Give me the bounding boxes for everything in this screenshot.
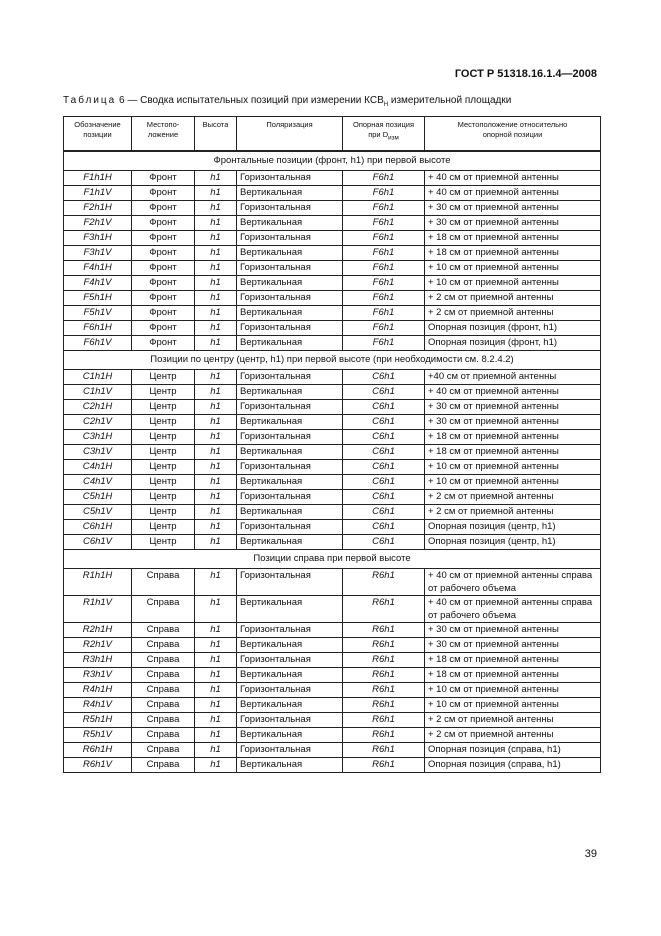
position-polarization: Вертикальная xyxy=(237,505,343,520)
position-designation: F1h1V xyxy=(64,186,132,201)
position-location: Фронт xyxy=(132,216,195,231)
position-polarization: Горизонтальная xyxy=(237,321,343,336)
position-height: h1 xyxy=(195,306,237,321)
position-height: h1 xyxy=(195,638,237,653)
position-designation: F5h1V xyxy=(64,306,132,321)
position-offset: + 10 см от приемной антенны xyxy=(425,460,601,475)
position-reference: C6h1 xyxy=(343,400,425,415)
position-polarization: Горизонтальная xyxy=(237,743,343,758)
position-height: h1 xyxy=(195,445,237,460)
position-location: Справа xyxy=(132,743,195,758)
position-height: h1 xyxy=(195,370,237,385)
table-row xyxy=(64,385,601,400)
position-height: h1 xyxy=(195,216,237,231)
position-designation: R6h1H xyxy=(64,743,132,758)
position-designation: R1h1H xyxy=(64,569,132,596)
table-row xyxy=(64,596,601,623)
position-reference: F6h1 xyxy=(343,291,425,306)
position-polarization: Горизонтальная xyxy=(237,623,343,638)
position-reference: F6h1 xyxy=(343,321,425,336)
table-row xyxy=(64,713,601,728)
position-reference: C6h1 xyxy=(343,415,425,430)
position-designation: C5h1H xyxy=(64,490,132,505)
position-designation: C6h1V xyxy=(64,535,132,550)
position-offset: + 30 см от приемной антенны xyxy=(425,638,601,653)
position-offset: + 18 см от приемной антенны xyxy=(425,668,601,683)
position-reference: C6h1 xyxy=(343,475,425,490)
position-location: Фронт xyxy=(132,171,195,186)
position-offset: + 18 см от приемной антенны xyxy=(425,653,601,668)
table-row xyxy=(64,490,601,505)
position-polarization: Горизонтальная xyxy=(237,569,343,596)
position-offset: + 30 см от приемной антенны xyxy=(425,201,601,216)
table-row xyxy=(64,246,601,261)
position-location: Справа xyxy=(132,569,195,596)
position-reference: F6h1 xyxy=(343,246,425,261)
position-offset: Опорная позиция (фронт, h1) xyxy=(425,321,601,336)
position-designation: F2h1V xyxy=(64,216,132,231)
position-location: Фронт xyxy=(132,231,195,246)
position-designation: C4h1H xyxy=(64,460,132,475)
position-offset: + 10 см от приемной антенны xyxy=(425,261,601,276)
position-reference: F6h1 xyxy=(343,216,425,231)
position-location: Центр xyxy=(132,370,195,385)
position-designation: F6h1H xyxy=(64,321,132,336)
position-offset: + 30 см от приемной антенны xyxy=(425,623,601,638)
position-height: h1 xyxy=(195,758,237,773)
position-reference: C6h1 xyxy=(343,445,425,460)
position-reference: C6h1 xyxy=(343,385,425,400)
section-title: Фронтальные позиции (фронт, h1) при первой высоте xyxy=(64,151,601,171)
position-location: Центр xyxy=(132,445,195,460)
position-offset: Опорная позиция (фронт, h1) xyxy=(425,336,601,351)
position-polarization: Вертикальная xyxy=(237,216,343,231)
position-polarization: Горизонтальная xyxy=(237,430,343,445)
col-header-height: Высота xyxy=(195,117,237,152)
position-offset: + 18 см от приемной антенны xyxy=(425,445,601,460)
position-location: Центр xyxy=(132,505,195,520)
position-location: Фронт xyxy=(132,276,195,291)
position-polarization: Вертикальная xyxy=(237,415,343,430)
position-designation: R5h1V xyxy=(64,728,132,743)
position-height: h1 xyxy=(195,430,237,445)
position-offset: Опорная позиция (справа, h1) xyxy=(425,758,601,773)
position-reference: F6h1 xyxy=(343,186,425,201)
position-reference: F6h1 xyxy=(343,276,425,291)
position-height: h1 xyxy=(195,490,237,505)
position-height: h1 xyxy=(195,276,237,291)
position-designation: F3h1V xyxy=(64,246,132,261)
table-row xyxy=(64,535,601,550)
standard-designation: ГОСТ Р 51318.16.1.4—2008 xyxy=(454,68,597,80)
position-designation: R2h1V xyxy=(64,638,132,653)
position-designation: C6h1H xyxy=(64,520,132,535)
table-row xyxy=(64,698,601,713)
position-polarization: Горизонтальная xyxy=(237,460,343,475)
position-offset: + 2 см от приемной антенны xyxy=(425,490,601,505)
position-offset: + 2 см от приемной антенны xyxy=(425,728,601,743)
position-designation: R3h1V xyxy=(64,668,132,683)
position-location: Фронт xyxy=(132,336,195,351)
position-height: h1 xyxy=(195,336,237,351)
position-polarization: Горизонтальная xyxy=(237,713,343,728)
position-polarization: Вертикальная xyxy=(237,445,343,460)
position-reference: R6h1 xyxy=(343,569,425,596)
table-row xyxy=(64,445,601,460)
section-title: Позиции справа при первой высоте xyxy=(64,550,601,569)
position-reference: R6h1 xyxy=(343,668,425,683)
table-row xyxy=(64,276,601,291)
position-polarization: Горизонтальная xyxy=(237,291,343,306)
table-row xyxy=(64,743,601,758)
position-reference: R6h1 xyxy=(343,653,425,668)
position-location: Справа xyxy=(132,713,195,728)
table-row xyxy=(64,400,601,415)
position-designation: C2h1H xyxy=(64,400,132,415)
position-height: h1 xyxy=(195,569,237,596)
position-polarization: Горизонтальная xyxy=(237,520,343,535)
table-row xyxy=(64,505,601,520)
position-location: Фронт xyxy=(132,261,195,276)
position-height: h1 xyxy=(195,291,237,306)
position-designation: R6h1V xyxy=(64,758,132,773)
position-designation: C4h1V xyxy=(64,475,132,490)
position-polarization: Вертикальная xyxy=(237,306,343,321)
caption-number: 6 xyxy=(119,95,125,106)
position-designation: F2h1H xyxy=(64,201,132,216)
position-offset: + 40 см от приемной антенны xyxy=(425,385,601,400)
position-offset: + 30 см от приемной антенны xyxy=(425,216,601,231)
table-row xyxy=(64,623,601,638)
position-height: h1 xyxy=(195,246,237,261)
position-height: h1 xyxy=(195,713,237,728)
position-reference: R6h1 xyxy=(343,683,425,698)
position-designation: F5h1H xyxy=(64,291,132,306)
position-reference: F6h1 xyxy=(343,306,425,321)
table-header-row xyxy=(64,117,601,152)
position-reference: C6h1 xyxy=(343,490,425,505)
table-row xyxy=(64,186,601,201)
section-title: Позиции по центру (центр, h1) при первой высоте (при необходимости см. 8.2.4.2) xyxy=(64,351,601,370)
position-designation: C3h1H xyxy=(64,430,132,445)
position-location: Фронт xyxy=(132,186,195,201)
position-offset: + 40 см от приемной антенны xyxy=(425,171,601,186)
table-caption xyxy=(63,95,511,108)
position-offset: + 30 см от приемной антенны xyxy=(425,400,601,415)
position-reference: R6h1 xyxy=(343,623,425,638)
position-offset: Опорная позиция (центр, h1) xyxy=(425,520,601,535)
position-location: Справа xyxy=(132,758,195,773)
position-height: h1 xyxy=(195,520,237,535)
position-polarization: Вертикальная xyxy=(237,638,343,653)
position-height: h1 xyxy=(195,728,237,743)
position-reference: C6h1 xyxy=(343,535,425,550)
position-offset: + 10 см от приемной антенны xyxy=(425,475,601,490)
page-number: 39 xyxy=(584,848,597,860)
position-location: Центр xyxy=(132,475,195,490)
position-designation: F3h1H xyxy=(64,231,132,246)
section-row xyxy=(64,550,601,569)
caption-text-end: измерительной площадки xyxy=(388,95,512,106)
position-height: h1 xyxy=(195,743,237,758)
position-offset: + 40 см от приемной антенны xyxy=(425,186,601,201)
position-reference: F6h1 xyxy=(343,171,425,186)
position-offset: + 2 см от приемной антенны xyxy=(425,291,601,306)
position-height: h1 xyxy=(195,505,237,520)
position-location: Центр xyxy=(132,490,195,505)
position-polarization: Вертикальная xyxy=(237,186,343,201)
caption-subscript: Н xyxy=(383,102,389,108)
position-reference: C6h1 xyxy=(343,430,425,445)
position-polarization: Вертикальная xyxy=(237,385,343,400)
position-reference: F6h1 xyxy=(343,201,425,216)
col-header-polarization: Поляризация xyxy=(237,117,343,152)
position-polarization: Вертикальная xyxy=(237,698,343,713)
position-offset: + 18 см от приемной антенны xyxy=(425,430,601,445)
table-row xyxy=(64,306,601,321)
position-polarization: Горизонтальная xyxy=(237,653,343,668)
position-reference: R6h1 xyxy=(343,758,425,773)
position-polarization: Вертикальная xyxy=(237,596,343,623)
position-height: h1 xyxy=(195,201,237,216)
position-designation: F4h1H xyxy=(64,261,132,276)
position-polarization: Горизонтальная xyxy=(237,171,343,186)
position-offset: + 40 см от приемной антенны справа от рабочего объема xyxy=(425,569,601,596)
table-row xyxy=(64,336,601,351)
position-height: h1 xyxy=(195,683,237,698)
position-offset: + 10 см от приемной антенны xyxy=(425,698,601,713)
table-row xyxy=(64,370,601,385)
position-reference: F6h1 xyxy=(343,261,425,276)
position-reference: C6h1 xyxy=(343,460,425,475)
table-row xyxy=(64,216,601,231)
position-height: h1 xyxy=(195,596,237,623)
position-location: Фронт xyxy=(132,291,195,306)
position-designation: C1h1V xyxy=(64,385,132,400)
col-header-position: Местоположение относительно опорной позиции xyxy=(425,117,601,152)
position-polarization: Вертикальная xyxy=(237,246,343,261)
position-polarization: Горизонтальная xyxy=(237,261,343,276)
position-offset: + 2 см от приемной антенны xyxy=(425,505,601,520)
position-polarization: Вертикальная xyxy=(237,728,343,743)
table-row xyxy=(64,728,601,743)
table-row xyxy=(64,758,601,773)
position-height: h1 xyxy=(195,668,237,683)
position-location: Центр xyxy=(132,520,195,535)
position-height: h1 xyxy=(195,321,237,336)
position-offset: + 18 см от приемной антенны xyxy=(425,231,601,246)
position-location: Центр xyxy=(132,400,195,415)
position-polarization: Горизонтальная xyxy=(237,201,343,216)
position-polarization: Вертикальная xyxy=(237,668,343,683)
position-designation: C2h1V xyxy=(64,415,132,430)
position-location: Справа xyxy=(132,638,195,653)
position-polarization: Вертикальная xyxy=(237,276,343,291)
position-location: Центр xyxy=(132,430,195,445)
position-designation: R4h1H xyxy=(64,683,132,698)
table-row xyxy=(64,683,601,698)
caption-text: — Сводка испытательных позиций при измерении КСВ xyxy=(124,95,384,106)
position-height: h1 xyxy=(195,171,237,186)
table-row xyxy=(64,569,601,596)
position-polarization: Горизонтальная xyxy=(237,400,343,415)
position-reference: F6h1 xyxy=(343,231,425,246)
position-polarization: Вертикальная xyxy=(237,535,343,550)
position-polarization: Горизонтальная xyxy=(237,490,343,505)
position-location: Справа xyxy=(132,683,195,698)
table-row xyxy=(64,415,601,430)
position-offset: + 2 см от приемной антенны xyxy=(425,713,601,728)
position-reference: R6h1 xyxy=(343,728,425,743)
position-location: Фронт xyxy=(132,306,195,321)
test-positions-table xyxy=(63,116,601,773)
position-designation: C1h1H xyxy=(64,370,132,385)
table-row xyxy=(64,321,601,336)
col-header-location: Местопо- ложение xyxy=(132,117,195,152)
table-row xyxy=(64,291,601,306)
position-designation: F1h1H xyxy=(64,171,132,186)
position-reference: R6h1 xyxy=(343,743,425,758)
table-row xyxy=(64,171,601,186)
position-designation: F6h1V xyxy=(64,336,132,351)
position-height: h1 xyxy=(195,385,237,400)
position-location: Справа xyxy=(132,653,195,668)
position-reference: C6h1 xyxy=(343,520,425,535)
position-reference: F6h1 xyxy=(343,336,425,351)
position-reference: R6h1 xyxy=(343,698,425,713)
position-location: Центр xyxy=(132,460,195,475)
position-height: h1 xyxy=(195,400,237,415)
col-header-reference: Опорная позиция при $D_{изм}$ xyxy=(343,117,425,152)
table-row xyxy=(64,520,601,535)
table-row xyxy=(64,638,601,653)
table-row xyxy=(64,460,601,475)
position-offset: + 10 см от приемной антенны xyxy=(425,276,601,291)
position-location: Справа xyxy=(132,728,195,743)
position-reference: C6h1 xyxy=(343,370,425,385)
position-offset: Опорная позиция (справа, h1) xyxy=(425,743,601,758)
position-location: Справа xyxy=(132,668,195,683)
table-row xyxy=(64,231,601,246)
col-header-designation: Обозначение позиции xyxy=(64,117,132,152)
table-body xyxy=(64,151,601,773)
position-designation: R3h1H xyxy=(64,653,132,668)
section-row xyxy=(64,151,601,171)
table-row xyxy=(64,430,601,445)
table-row xyxy=(64,201,601,216)
position-location: Справа xyxy=(132,596,195,623)
position-location: Справа xyxy=(132,623,195,638)
position-designation: R2h1H xyxy=(64,623,132,638)
position-height: h1 xyxy=(195,698,237,713)
section-row xyxy=(64,351,601,370)
position-offset: +40 см от приемной антенны xyxy=(425,370,601,385)
table-row xyxy=(64,653,601,668)
position-designation: C5h1V xyxy=(64,505,132,520)
position-height: h1 xyxy=(195,415,237,430)
table-row xyxy=(64,261,601,276)
position-location: Центр xyxy=(132,415,195,430)
position-offset: Опорная позиция (центр, h1) xyxy=(425,535,601,550)
position-polarization: Вертикальная xyxy=(237,336,343,351)
position-reference: R6h1 xyxy=(343,596,425,623)
table-row xyxy=(64,668,601,683)
position-height: h1 xyxy=(195,475,237,490)
position-height: h1 xyxy=(195,535,237,550)
position-location: Фронт xyxy=(132,201,195,216)
position-reference: R6h1 xyxy=(343,713,425,728)
position-reference: R6h1 xyxy=(343,638,425,653)
position-location: Фронт xyxy=(132,246,195,261)
position-offset: + 10 см от приемной антенны xyxy=(425,683,601,698)
position-location: Справа xyxy=(132,698,195,713)
position-location: Фронт xyxy=(132,321,195,336)
position-designation: R5h1H xyxy=(64,713,132,728)
position-height: h1 xyxy=(195,653,237,668)
position-designation: F4h1V xyxy=(64,276,132,291)
position-polarization: Вертикальная xyxy=(237,758,343,773)
position-height: h1 xyxy=(195,186,237,201)
position-polarization: Горизонтальная xyxy=(237,231,343,246)
position-location: Центр xyxy=(132,535,195,550)
position-height: h1 xyxy=(195,460,237,475)
position-location: Центр xyxy=(132,385,195,400)
position-height: h1 xyxy=(195,231,237,246)
position-offset: + 30 см от приемной антенны xyxy=(425,415,601,430)
position-polarization: Горизонтальная xyxy=(237,370,343,385)
position-designation: R4h1V xyxy=(64,698,132,713)
position-height: h1 xyxy=(195,261,237,276)
table-row xyxy=(64,475,601,490)
position-offset: + 40 см от приемной антенны справа от рабочего объема xyxy=(425,596,601,623)
position-offset: + 2 см от приемной антенны xyxy=(425,306,601,321)
position-height: h1 xyxy=(195,623,237,638)
position-reference: C6h1 xyxy=(343,505,425,520)
position-designation: R1h1V xyxy=(64,596,132,623)
position-offset: + 18 см от приемной антенны xyxy=(425,246,601,261)
position-polarization: Вертикальная xyxy=(237,475,343,490)
position-designation: C3h1V xyxy=(64,445,132,460)
position-polarization: Горизонтальная xyxy=(237,683,343,698)
caption-label: Таблица xyxy=(63,95,117,106)
